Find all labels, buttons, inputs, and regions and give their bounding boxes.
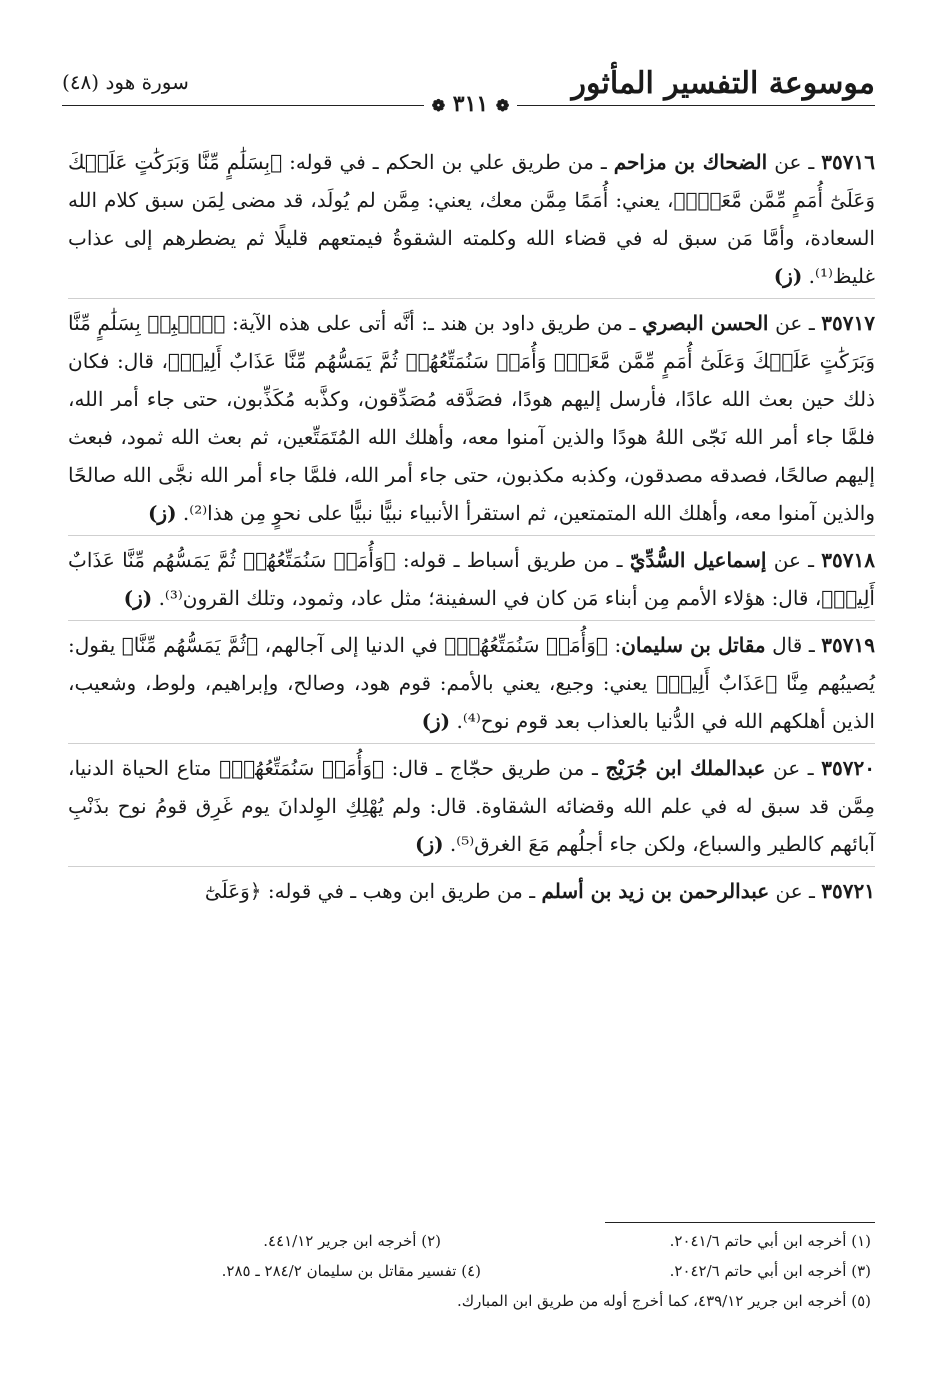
narrator-name: الحسن البصري [641, 311, 769, 335]
entry-connector: ـ عن [765, 756, 822, 780]
entry-number: ٣٥٧١٦ [821, 150, 875, 174]
footnote-1: (١) أخرجه ابن أبي حاتم ٢٠٤١/٦. [669, 1232, 871, 1250]
surah-label: سورة هود (٤٨) [62, 70, 189, 94]
footnote-3: (٣) أخرجه ابن أبي حاتم ٢٠٤٢/٦. [669, 1262, 871, 1280]
page-number: ٣١١ [452, 91, 489, 117]
footnote-4: (٤) تفسير مقاتل بن سليمان ٢٨٤/٢ ـ ٢٨٥. [221, 1262, 481, 1280]
entry-connector: ـ عن [769, 879, 822, 903]
footnote-2: (٢) أخرجه ابن جرير ٤٤١/١٢. [263, 1232, 441, 1250]
entry-text: : ﴿وَأُمَمٞ سَنُمَتِّعُهُمۡ﴾ في الدنيا إلى آجالهم، ﴿ثُمَّ يَمَسُّهُم مِّنَّا﴾ يقول: يُصيبُهم مِنَّا ﴿عَذَابٌ أَلِيمٞ﴾ يعني: وجيع، يعني بالأمم: قوم هود، وصالح، وإبراهيم، ولوط، وشعيب، الذين أهلكهم الله في الدُّنيا بالعذاب بعد قوم نوح⁽⁴⁾. [68, 633, 875, 733]
entry-35716 [68, 143, 875, 299]
entry-text: ـ من طريق داود بن هند ـ: أنَّه أتى على هذه الآية: ﴿ٱهۡبِطۡ بِسَلَٰمٍ مِّنَّا وَبَرَكَٰتٍ عَلَيۡكَ وَعَلَىٰٓ أُمَمٍ مِّمَّن مَّعَكَۚ وَأُمَمٞ سَنُمَتِّعُهُمۡ ثُمَّ يَمَسُّهُم مِّنَّا عَذَابٌ أَلِيمٞ﴾، قال: فكان ذلك حين بعث الله عادًا، فأرسل إليهم هودًا، فصَدَّقه مُصَدِّقون، وكذَّبه مُكَذِّبون، حتى جاء أمر الله، فلمَّا جاء أمر الله نَجّى اللهُ هودًا والذين آمنوا معه، وأهلك الله المُتَمَتِّعين، ثم بعث الله ثمود، فبعث إليهم صالحًا، فصدقه مصدقون، وكذبه مكذبون، حتى جاء أمر الله، فلمَّا جاء أمر الله نجَّى الله صالحًا والذين آمنوا معه، وأهلك الله المتمتعين، ثم استقرأ الأنبياء نبيًّا نبيًّا على نحوٍ مِن هذا⁽²⁾. [68, 311, 875, 525]
entry-connector: ـ قال [765, 633, 822, 657]
main-text [68, 143, 875, 918]
ornament-icon: ❁ [431, 96, 446, 115]
narrator-name: إسماعيل السُّدِّيّ [629, 548, 767, 572]
entry-number: ٣٥٧١٧ [821, 311, 876, 335]
entry-connector: ـ عن [767, 150, 822, 174]
page-number-block [0, 91, 941, 117]
entry-number: ٣٥٧٢١ [821, 879, 875, 903]
entry-35718 [68, 541, 875, 621]
book-title: موسوعة التفسير المأثور [571, 66, 875, 101]
narrator-name: عبدالملك ابن جُرَيْج [605, 756, 766, 780]
entry-number: ٣٥٧٢٠ [821, 756, 875, 780]
source-symbol: (ز) [421, 709, 451, 733]
narrator-name: عبدالرحمن بن زيد بن أسلم [541, 879, 770, 903]
source-symbol: (ز) [773, 264, 803, 288]
entry-connector: ـ عن [768, 311, 822, 335]
entry-35720 [68, 749, 875, 867]
narrator-name: مقاتل بن سليمان [621, 633, 766, 657]
entry-number: ٣٥٧١٨ [821, 548, 876, 572]
source-symbol: (ز) [414, 832, 444, 856]
entry-text: ـ من طريق ابن وهب ـ في قوله: ﴿وَعَلَىٰٓ [204, 879, 542, 903]
entry-35721 [68, 872, 875, 913]
source-symbol: (ز) [147, 501, 177, 525]
entry-text: ـ من طريق علي بن الحكم ـ في قوله: ﴿بِسَلَٰمٍ مِّنَّا وَبَرَكَٰتٍ عَلَيۡكَ وَعَلَىٰٓ أُمَمٍ مِّمَّن مَّعَكَۚ﴾، يعني: أُمَمًا مِمَّن معك، يعني: مِمَّن لم يُولَد، قد مضى لِمَن سبق كلام الله السعادة، وأمَّا مَن سبق له في قضاء الله وكلمته الشقوةُ فيمتعهم قليلًا ثم يضطرهم إلى عذاب غليظ⁽¹⁾. [68, 150, 875, 288]
entry-35717 [68, 304, 875, 536]
entry-number: ٣٥٧١٩ [821, 633, 875, 657]
narrator-name: الضحاك بن مزاحم [613, 150, 768, 174]
entry-connector: ـ عن [766, 548, 822, 572]
source-symbol: (ز) [123, 586, 153, 610]
entry-text: ـ من طريق حجّاج ـ قال: ﴿وَأُمَمٞ سَنُمَتِّعُهُمۡ﴾ متاع الحياة الدنيا، مِمَّن قد سبق له في علم الله وقضائه الشقاوة. قال: ولم يُهْلِكِ الوِلدانَ يوم غَرِق قومُ نوح بذَنْبِ آبائهم كالطير والسباع، ولكن جاء أجلُهم مَعَ الغرق⁽⁵⁾. [68, 756, 875, 856]
ornament-icon: ❁ [495, 96, 510, 115]
footnote-rule [605, 1222, 875, 1223]
entry-35719 [68, 626, 875, 744]
footnote-5: (٥) أخرجه ابن جرير ٤٣٩/١٢، كما أخرج أوله من طريق ابن المبارك. [456, 1292, 871, 1310]
entry-text: ـ من طريق أسباط ـ قوله: ﴿وَأُمَمٞ سَنُمَتِّعُهُمۡ ثُمَّ يَمَسُّهُم مِّنَّا عَذَابٌ أَلِيمٞ﴾، قال: هؤلاء الأمم مِن أبناء مَن كان في السفينة؛ مثل عاد، وثمود، وتلك القرون⁽³⁾. [68, 548, 875, 610]
